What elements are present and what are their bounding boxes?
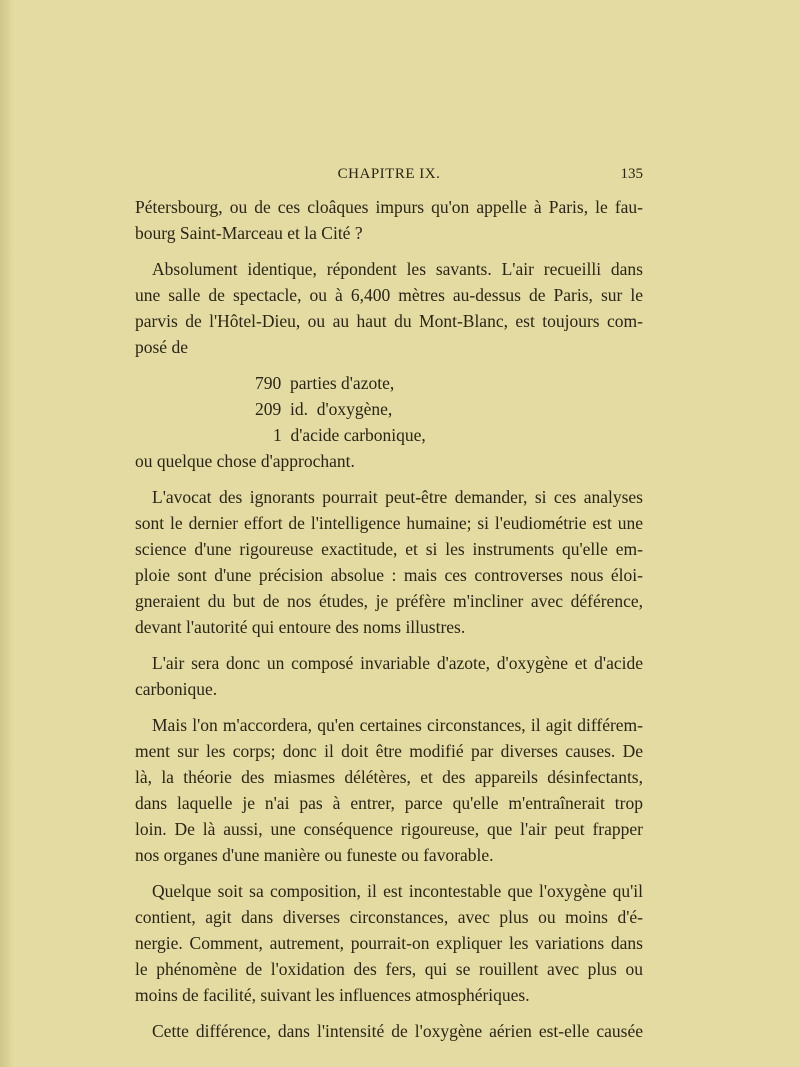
text-line: nos organes d'une manière ou funeste ou favorable. [135,845,494,865]
text-line: devant l'autorité qui entoure des noms illustres. [135,617,466,637]
paragraph [135,370,643,474]
paragraph [135,712,643,868]
text-line: Cette différence, dans l'intensité de l'oxygène aérien est-elle causée [152,1021,643,1041]
chapter-title: CHAPITRE IX. [337,166,441,182]
page-number: 135 [620,166,643,182]
paragraph [135,256,643,360]
list-item: 209 id. d'oxygène, [255,399,393,419]
text-line: contient, agit dans diverses circonstances, avec plus ou moins d'é- [135,907,643,927]
text-line: Absolument identique, répondent les savants. L'air recueilli dans [152,259,643,279]
paragraph [135,878,643,1008]
text-line: L'avocat des ignorants pourrait peut-être demander, si ces analyses [152,487,643,507]
text-line: carbonique. [135,679,218,699]
text-line: parvis de l'Hôtel-Dieu, ou au haut du Mont-Blanc, est toujours com- [135,311,643,331]
text-line: bourg Saint-Marceau et la Cité ? [135,223,363,243]
composition-list [135,370,643,448]
text-line: une salle de spectacle, ou à 6,400 mètres au-dessus de Paris, sur le [135,285,643,305]
paragraph [135,484,643,640]
text-line: le phénomène de l'oxidation des fers, qui se rouillent avec plus ou [135,959,643,979]
text-line: ou quelque chose d'approchant. [135,451,355,471]
text-line: L'air sera donc un composé invariable d'azote, d'oxygène et d'acide [152,653,643,673]
list-item: 1 d'acide carbonique, [273,425,426,445]
text-line: moins de facilité, suivant les influences atmosphériques. [135,985,530,1005]
text-line: dans laquelle je n'ai pas à entrer, parce qu'elle m'entraînerait trop [135,793,643,813]
page-edge-shadow [0,0,14,1067]
text-line: ment sur les corps; donc il doit être modifié par diverses causes. De [135,741,643,761]
list-item: 790 parties d'azote, [255,373,395,393]
text-line: gneraient du but de nos études, je préfère m'incliner avec déférence, [135,591,643,611]
text-line: Pétersbourg, ou de ces cloâques impurs qu'on appelle à Paris, le fau- [135,197,643,217]
text-line: science d'une rigoureuse exactitude, et si les instruments qu'elle em- [135,539,643,559]
text-line: Mais l'on m'accordera, qu'en certaines circonstances, il agit différem- [152,715,643,735]
paragraph [135,194,643,246]
text-line: Quelque soit sa composition, il est incontestable que l'oxygène qu'il [152,881,643,901]
running-header [135,166,643,190]
paragraph [135,1018,643,1044]
text-line: nergie. Comment, autrement, pourrait-on expliquer les variations dans [135,933,643,953]
text-line: ploie sont d'une précision absolue : mais ces controverses nous éloi- [135,565,643,585]
text-line: sont le dernier effort de l'intelligence humaine; si l'eudiométrie est une [135,513,643,533]
body-text [135,194,643,1054]
text-line: là, la théorie des miasmes délétères, et des appareils désinfectants, [135,767,643,787]
text-line: posé de [135,337,188,357]
text-line: loin. De là aussi, une conséquence rigoureuse, que l'air peut frapper [135,819,643,839]
paragraph [135,650,643,702]
